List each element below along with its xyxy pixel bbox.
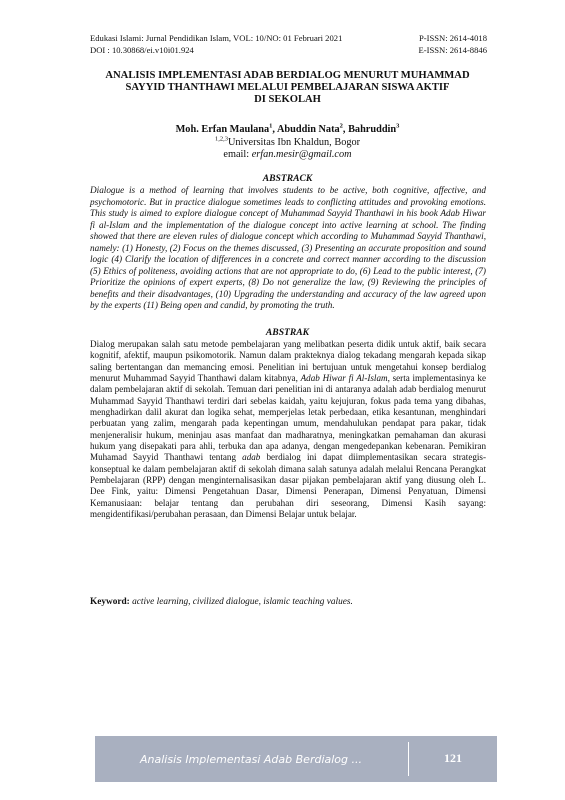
electronic-issn: E-ISSN: 2614-8846 [418, 44, 487, 55]
affiliation-text: Universitas Ibn Khaldun, Bogor [227, 136, 361, 148]
author-block [80, 124, 495, 162]
keywords [90, 597, 486, 607]
print-issn: P-ISSN: 2614-4018 [418, 33, 487, 43]
author-names [80, 124, 495, 137]
author-separator: , [272, 124, 277, 135]
title-line: SAYYID THANTHAWI MELALUI PEMBELAJARAN SISWA AKTIF [125, 82, 450, 94]
affiliation-superscript: 1,2,3 [214, 135, 228, 143]
title-line: ANALISIS IMPLEMENTASI ADAB BERDIALOG MENURUT MUHAMMAD [105, 70, 470, 81]
author-superscript: 2 [339, 122, 343, 130]
title-line: DI SEKOLAH [254, 94, 321, 106]
email-address[interactable]: erfan.mesir@gmail.com [251, 149, 352, 160]
author-superscript: 3 [396, 122, 400, 130]
abstract-id-body [90, 339, 486, 521]
abstract-en-heading: ABSTRACK [262, 173, 313, 184]
running-title: Analisis Implementasi Adab Berdialog ... [139, 753, 363, 766]
author-name: Bahruddin [348, 124, 397, 135]
author-name: Abuddin Nata [276, 124, 340, 135]
journal-info: Edukasi Islami: Jurnal Pendidikan Islam, VOL: 10/NO: 01 Februari 2021 [90, 33, 343, 43]
author-name: Moh. Erfan Maulana [175, 124, 270, 135]
term-adab: adab [242, 452, 261, 463]
author-separator: , [342, 124, 349, 135]
affiliation [80, 137, 495, 150]
page-header [90, 33, 487, 56]
abstract-en-body: Dialogue is a method of learning that involves students to be active, both cognitive, affective, and psychomotoric. But in practice dialogue sometimes leads to conflicting attitudes and provoking emotions. This study is aimed to explore dialogue concept of Muhammad Sayyid Thanthawi in his book Adab Hiwar fi al-Islam and the implementation of the dialogue concept into active learning at school. The finding showed that there are eleven rules of dialogue concept which according to Muhammad Sayyid Thanthawi, namely: (1) Honesty, (2) Focus on the themes discussed, (3) Presenting an accurate proposition and sound logic (4) Clarify the location of differences in a concrete and correct manner according to the discussion (5) Ethics of politeness, avoiding actions that are not appropriate to do, (6) Lead to the public interest, (7) Prioritize the opinions of expert experts, (8) Do not generalize the law, (9) Reviewing the principles of benefits and their disadvantages, (10) Upgrading the understanding and accuracy of the law agreed upon by the experts (11) Being open and candid, by promoting the truth. [90, 185, 486, 311]
author-email [80, 149, 495, 162]
keywords-label: Keyword: [90, 597, 130, 607]
abstract-id-text: berdialog ini dapat diimplementasikan secara strategis-konseptual ke dalam pembelajaran aktif di sekolah dimana salah satunya adalah melalui Rencana Perangkat Pembelajaran (RPP) dengan menginternalisasikan dasar pijakan pembelajaran aktif yang diusung oleh L. Dee Fink, yaitu: Dimensi Pengetahuan Dasar, Dimensi Penerapan, Dimensi Penyatuan, Dimensi Kemanusiaan: belajar tentang dan perubahan diri seseorang, Dimensi Kasih sayang: mengidentifikasi/perubahan perasaan, dan Dimensi Belajar untuk belajar. [90, 452, 486, 520]
abstract-id-heading: ABSTRAK [265, 327, 310, 338]
abstract-id-text: Dialog merupakan salah satu metode pembelajaran yang melibatkan peserta didik untuk aktif, baik secara kognitif, afektif, maupun psikomotorik. Namun dalam prakteknya dialog tekadang mengarah kepada sikap saling bertentangan dan memancing emosi. Penelitian ini bertujuan untuk mengetahui konsep berdialog menurut Muhammad Sayyid Thanthawi dalam kitabnya, [90, 339, 486, 384]
doi: DOI : 10.30868/ei.v10i01.924 [90, 44, 194, 55]
keywords-value: active learning, civilized dialogue, islamic teaching values. [129, 597, 353, 607]
email-label: email: [223, 149, 252, 160]
footer-bar [95, 736, 497, 782]
author-superscript: 1 [269, 122, 273, 130]
page-number: 121 [444, 751, 462, 765]
article-title [80, 70, 495, 107]
book-title: Adab Hiwar fi Al-Islam [300, 373, 388, 384]
abstract-id-text: , serta implementasinya ke dalam pembelajaran aktif di sekolah. Temuan dari penelitian ini di antaranya adalah adab berdialog menurut Muhammad Sayyid Thanthawi terdiri dari sebelas kaidah, yaitu kejujuran, fokus pada tema yang dibahas, menghadirkan dalil akurat dan logika sehat, memperjelas letak perbedaan, etika kesantunan, menghindari perbuatan yang zalim, mengarah pada kepentingan umum, mendahulukan pendapat para pakar, tidak menjeneralisir hukum, meninjau asas manfaat dan madharatnya, meningkatkan pemahaman dan akurasi hukum yang disepakati para ahli, terbuka dan apa adanya, dengan mengedepankan kebenaran. Pemikiran Muhamad Sayyid Thanthawi tentang [90, 373, 486, 463]
